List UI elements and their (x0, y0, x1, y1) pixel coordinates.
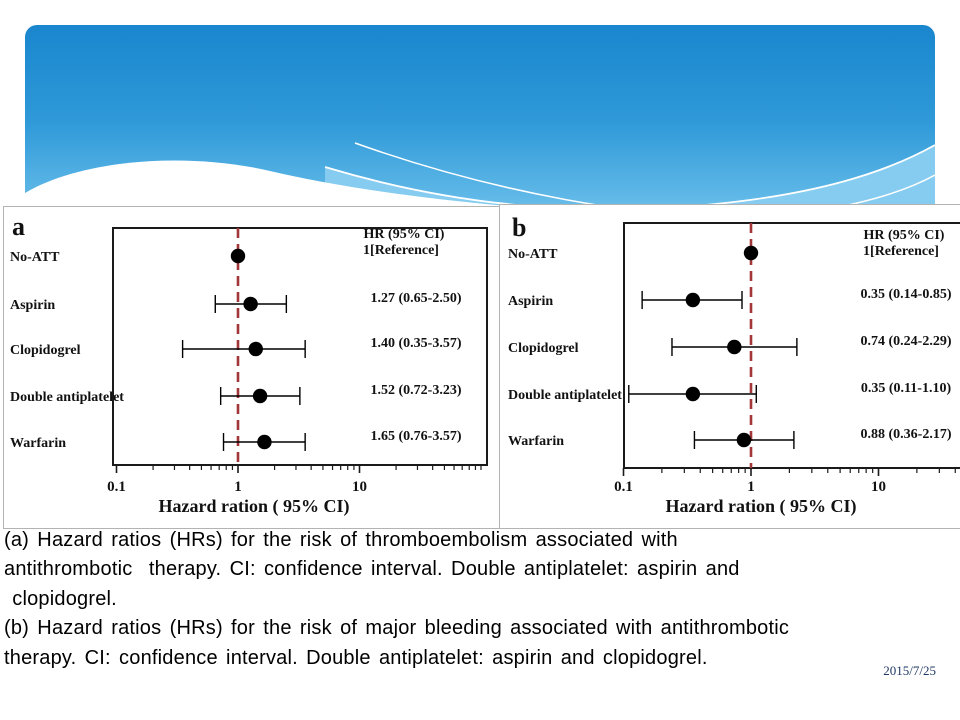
row-label: Warfarin (508, 434, 564, 449)
caption-line: (b) Hazard ratios (HRs) for the risk of major bleeding associated with antithrombotic (4, 617, 790, 640)
row-label: Clopidogrel (508, 341, 579, 356)
caption-line: therapy. CI: confidence interval. Double antiplatelet: aspirin and clopidogrel. (4, 646, 708, 669)
point-marker (253, 389, 267, 403)
tick-label: 10 (871, 479, 886, 495)
hr-value: 1.40 (0.35-3.57) (370, 336, 462, 351)
row-label: Clopidogrel (10, 343, 81, 358)
column-header: HR (95% CI) (863, 228, 945, 243)
point-marker (243, 297, 257, 311)
row-label: No-ATT (10, 250, 60, 265)
hr-value: 0.74 (0.24-2.29) (860, 334, 952, 349)
row-label: Double antiplatelet (10, 390, 124, 405)
point-marker (231, 249, 245, 263)
caption-line: antithrombotic therapy. CI: confidence interval. Double antiplatelet: aspirin and (4, 558, 740, 581)
forest-plot-a-canvas (4, 207, 506, 528)
axis-label: Hazard ration ( 95% CI) (665, 496, 857, 516)
tick-label: 10 (352, 479, 367, 495)
hr-value: 1.27 (0.65-2.50) (370, 291, 462, 306)
panel-letter: a (12, 212, 25, 241)
row-label: Double antiplatelet (508, 388, 622, 403)
caption-line: (a) Hazard ratios (HRs) for the risk of thromboembolism associated with (4, 529, 678, 551)
point-marker (737, 433, 751, 447)
point-marker (727, 340, 741, 354)
hr-value: 1[Reference] (863, 244, 939, 259)
slide-date: 2015/7/25 (883, 663, 936, 678)
point-marker (257, 435, 271, 449)
point-marker (249, 342, 263, 356)
tick-label: 0.1 (614, 479, 633, 495)
row-label: Aspirin (10, 298, 56, 313)
hr-value: 1[Reference] (363, 243, 439, 258)
hr-value: 0.35 (0.11-1.10) (860, 381, 952, 396)
row-label: No-ATT (508, 247, 558, 262)
row-label: Aspirin (508, 294, 554, 309)
row-label: Warfarin (10, 436, 66, 451)
point-marker (686, 387, 700, 401)
tick-label: 1 (747, 479, 755, 495)
point-marker (686, 293, 700, 307)
caption-line: clopidogrel. (4, 587, 117, 610)
figure-caption (4, 526, 956, 673)
tick-label: 0.1 (107, 479, 126, 495)
forest-plot-b (499, 204, 960, 529)
panel-letter: b (512, 213, 527, 242)
hr-value: 0.88 (0.36-2.17) (860, 427, 952, 442)
point-marker (744, 246, 758, 260)
hr-value: 0.35 (0.14-0.85) (860, 287, 952, 302)
forest-plot-a (3, 206, 507, 529)
axis-label: Hazard ration ( 95% CI) (158, 496, 350, 516)
column-header: HR (95% CI) (363, 227, 445, 242)
forest-plot-b-canvas (500, 205, 960, 528)
hr-value: 1.65 (0.76-3.57) (370, 429, 462, 444)
tick-label: 1 (234, 479, 242, 495)
hr-value: 1.52 (0.72-3.23) (370, 383, 462, 398)
